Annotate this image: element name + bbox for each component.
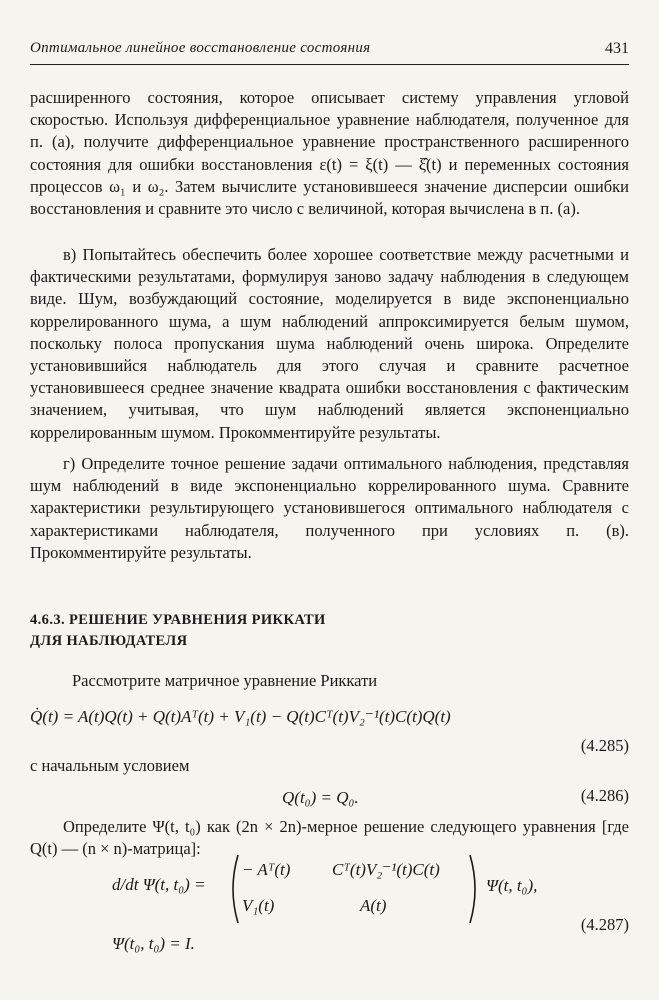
paragraph-item-v xyxy=(30,244,629,444)
matrix-cell-12: Cᵀ(t)V₂⁻¹(t)C(t) xyxy=(332,860,440,879)
equation-4-287-initial: Ψ(t₀, t₀) = I. xyxy=(112,934,195,953)
left-paren xyxy=(226,853,240,925)
paragraph-text: Определите Ψ(t, t₀) как (2n × 2n)-мерное решение следующего уравнения [где Q(t) — (n × n)-матрица]: xyxy=(30,817,629,859)
equation-number: (4.285) xyxy=(580,736,629,755)
equation-4-286: Q(t₀) = Q₀. xyxy=(282,788,359,807)
define-paragraph xyxy=(30,816,629,860)
paragraph-text: расширенного состояния, которое описывает систему управления угловой скоростью. Используя дифференциальное уравнение наблюдателя, полученное для п. (а), получите дифференциальное уравнение пространственного расширенного состояния для ошибки восстановления ε(t) = ξ(t) — ξ̂(t) и переменных состояния процессов ω₁ и ω₂. Затем вычислите установившееся значение дисперсии ошибки восстановления и сравните это число с величиной, которая вычислена в п. (а). xyxy=(30,88,629,219)
paragraph-text: в) Попытайтесь обеспечить более хорошее соответствие между расчетными и фактическими результатами, формулируя заново задачу наблюдения в следующем виде. Шум, возбуждающий состояние, моделируется в виде экспоненциально коррелированного шума, а шум наблюдений аппроксимируется белым шумом, поскольку полоса пропускания шума наблюдений очень широка. Определите установившийся наблюдатель для этого случая и сравните расчетное установившееся среднее значение квадрата ошибки восстановления с фактическим значением, учитывая, что шум наблюдений является экспоненциально коррелированным шумом. Прокомментируйте результаты. xyxy=(30,245,629,442)
paragraph-continuation xyxy=(30,87,629,220)
equation-4-287-lhs: d/dt Ψ(t, t₀) = xyxy=(112,875,206,894)
page-number: 431 xyxy=(605,40,629,57)
section-heading xyxy=(30,610,326,652)
initial-condition-text: с начальным условием xyxy=(30,756,190,775)
equation-4-285: Q̇(t) = A(t)Q(t) + Q(t)Aᵀ(t) + V₁(t) − Q(t)Cᵀ(t)V₂⁻¹(t)C(t)Q(t) xyxy=(30,707,451,726)
matrix-cell-21: V₁(t) xyxy=(242,896,275,915)
right-paren xyxy=(468,853,482,925)
section-heading-line: ДЛЯ НАБЛЮДАТЕЛЯ xyxy=(30,633,188,649)
running-title: Оптимальное линейное восстановление состояния xyxy=(30,40,371,56)
section-heading-line: 4.6.3. РЕШЕНИЕ УРАВНЕНИЯ РИККАТИ xyxy=(30,612,326,628)
paragraph-text: г) Определите точное решение задачи оптимального наблюдения, представляя шум наблюдений в виде экспоненциально коррелированного шума. Сравните характеристики результирующего установившегося оптимального наблюдателя с характеристиками наблюдателя, полученного при условиях п. (в). Прокомментируйте результаты. xyxy=(30,454,629,562)
intro-text: Рассмотрите матричное уравнение Риккати xyxy=(72,671,378,690)
equation-number: (4.287) xyxy=(580,915,629,934)
matrix-cell-22: A(t) xyxy=(360,896,387,915)
page-header xyxy=(30,38,629,65)
paragraph-item-g xyxy=(30,453,629,564)
matrix-cell-11: − Aᵀ(t) xyxy=(242,860,291,879)
equation-4-287-rhs: Ψ(t, t₀), xyxy=(486,876,538,895)
equation-number: (4.286) xyxy=(580,786,629,805)
